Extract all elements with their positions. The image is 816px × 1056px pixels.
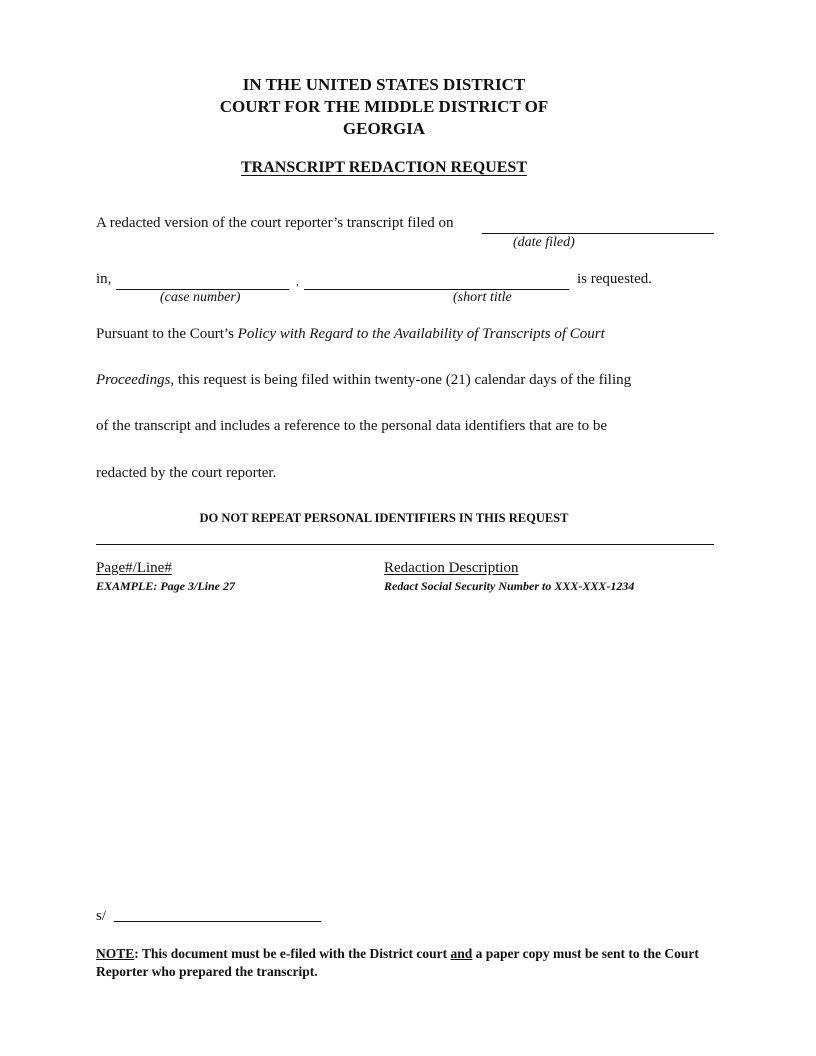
note-colon: : <box>134 946 139 961</box>
short-title-hint: (short title <box>453 290 512 305</box>
policy-title-part-1: Policy with Regard to the Availability of Transcripts of Court <box>237 326 605 342</box>
note-text-b: a paper copy must be sent to the Court Reporter who prepared the transcript. <box>96 946 699 979</box>
form-title-text: TRANSCRIPT REDACTION REQUEST <box>241 159 527 176</box>
case-number-hint: (case number) <box>160 290 241 305</box>
court-title-line-1: IN THE UNITED STATES DISTRICT <box>242 75 526 94</box>
divider-line <box>96 544 714 545</box>
filing-note <box>96 945 736 981</box>
court-title-line-3: GEORGIA <box>342 119 426 138</box>
paragraph-line-1-a: Pursuant to the Court’s <box>96 326 238 342</box>
note-text-a: This document must be e-filed with the District court <box>138 946 451 961</box>
policy-title-part-2: Proceedings <box>96 372 171 388</box>
redaction-description-example: Redact Social Security Number to XXX-XXX-1234 <box>384 579 635 593</box>
signature-field[interactable] <box>114 921 321 922</box>
note-and: and <box>450 946 473 961</box>
paragraph-line-2-b: , this request is being filed within twenty-one (21) calendar days of the filing <box>170 372 632 388</box>
date-filed-field[interactable] <box>482 233 714 234</box>
request-line-1-text: A redacted version of the court reporter’s transcript filed on <box>96 215 454 231</box>
note-label: NOTE <box>96 946 135 961</box>
court-title <box>0 74 768 140</box>
short-title-field[interactable] <box>304 289 569 290</box>
warning-notice: DO NOT REPEAT PERSONAL IDENTIFIERS IN THIS REQUEST <box>199 511 569 525</box>
paragraph-line-2 <box>96 372 631 389</box>
page-line-header: Page#/Line# <box>96 560 172 576</box>
signature-prefix: s/ <box>96 908 107 924</box>
date-filed-hint: (date filed) <box>513 235 575 250</box>
paragraph-line-3: of the transcript and includes a reference to the personal data identifiers that are to be <box>96 418 608 434</box>
request-line-2-prefix: in, <box>96 271 112 287</box>
page-line-example: EXAMPLE: Page 3/Line 27 <box>96 579 235 593</box>
paragraph-line-4: redacted by the court reporter. <box>96 465 277 481</box>
court-title-line-2: COURT FOR THE MIDDLE DISTRICT OF <box>219 97 549 116</box>
redaction-description-header: Redaction Description <box>384 560 519 576</box>
field-separator: , <box>296 276 299 288</box>
request-line-2-suffix: is requested. <box>577 271 652 287</box>
redaction-entries-area[interactable] <box>96 600 714 890</box>
paragraph-line-1 <box>96 326 605 343</box>
form-title <box>0 159 768 177</box>
